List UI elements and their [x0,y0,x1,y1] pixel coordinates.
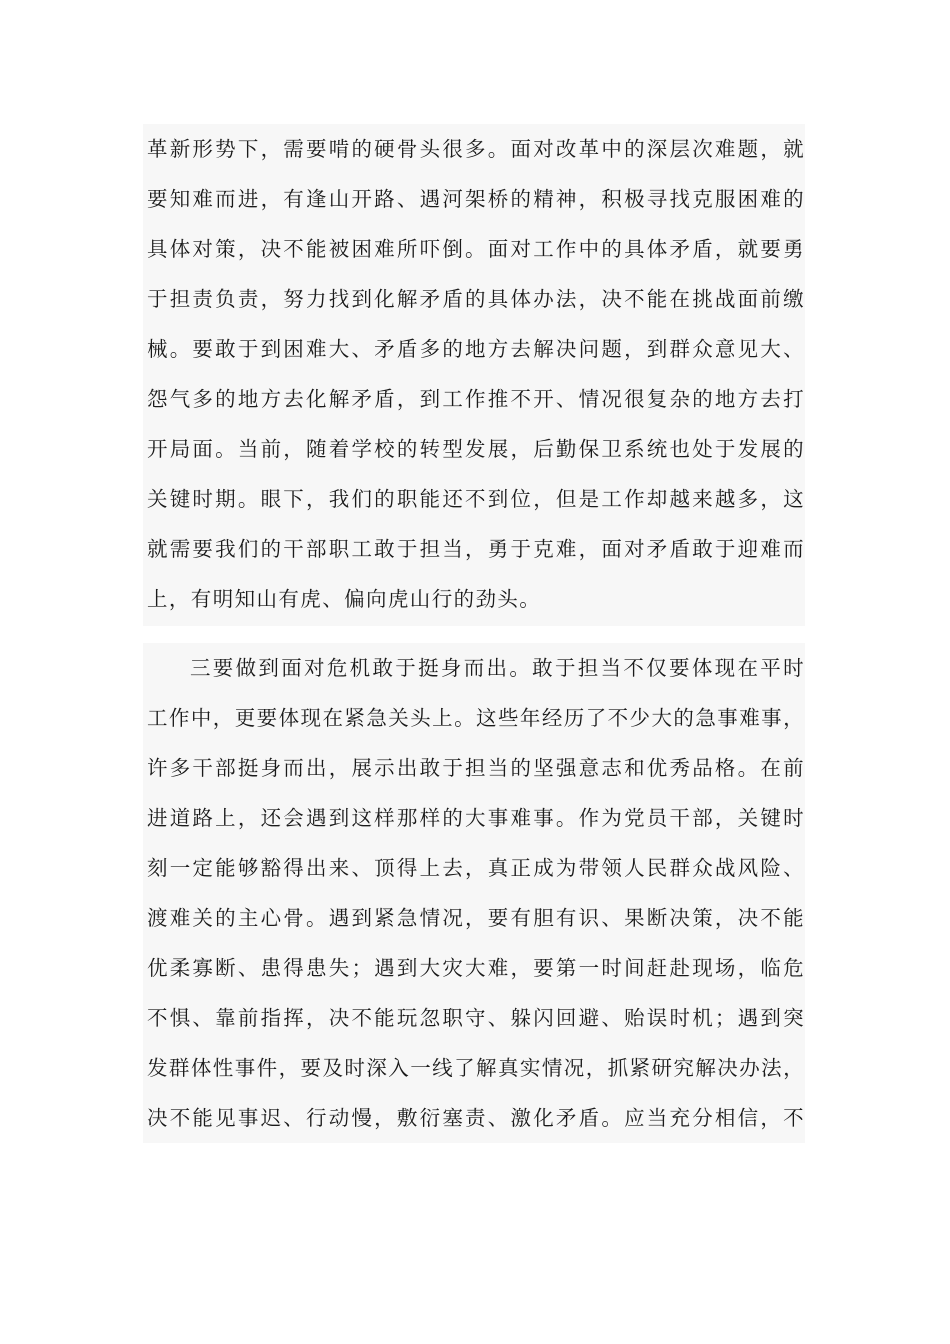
text-line: 要知难而进，有逢山开路、遇河架桥的精神，积极寻找克服困难的 [147,187,805,211]
text-line: 关键时期。眼下，我们的职能还不到位，但是工作却越来越多，这 [147,487,805,511]
text-line: 不惧、靠前指挥，决不能玩忽职守、躲闪回避、贻误时机；遇到突 [147,1006,805,1030]
text-line: 械。要敢于到困难大、矛盾多的地方去解决问题，到群众意见大、 [147,337,805,361]
text-line: 渡难关的主心骨。遇到紧急情况，要有胆有识、果断决策，决不能 [147,906,805,930]
paragraph-2 [143,643,805,1143]
text-line: 三要做到面对危机敢于挺身而出。敢于担当不仅要体现在平时 [190,656,805,680]
text-line: 许多干部挺身而出，展示出敢于担当的坚强意志和优秀品格。在前 [147,756,805,780]
text-line: 具体对策，决不能被困难所吓倒。面对工作中的具体矛盾，就要勇 [147,237,805,261]
text-line: 优柔寡断、患得患失；遇到大灾大难，要第一时间赶赴现场，临危 [147,956,805,980]
text-line: 于担责负责，努力找到化解矛盾的具体办法，决不能在挑战面前缴 [147,287,805,311]
paragraph-1 [143,124,805,626]
text-line: 决不能见事迟、行动慢，敷衍塞责、激化矛盾。应当充分相信，不 [147,1106,805,1130]
text-line: 进道路上，还会遇到这样那样的大事难事。作为党员干部，关键时 [147,806,805,830]
text-line: 发群体性事件，要及时深入一线了解真实情况，抓紧研究解决办法， [147,1056,805,1080]
text-line: 上，有明知山有虎、偏向虎山行的劲头。 [147,587,542,611]
text-line: 革新形势下，需要啃的硬骨头很多。面对改革中的深层次难题，就 [147,137,805,161]
text-line: 刻一定能够豁得出来、顶得上去，真正成为带领人民群众战风险、 [147,856,805,880]
text-line: 开局面。当前，随着学校的转型发展，后勤保卫系统也处于发展的 [147,437,805,461]
text-line: 工作中，更要体现在紧急关头上。这些年经历了不少大的急事难事， [147,706,805,730]
text-line: 就需要我们的干部职工敢于担当，勇于克难，面对矛盾敢于迎难而 [147,537,805,561]
text-line: 怨气多的地方去化解矛盾，到工作推不开、情况很复杂的地方去打 [147,387,805,411]
